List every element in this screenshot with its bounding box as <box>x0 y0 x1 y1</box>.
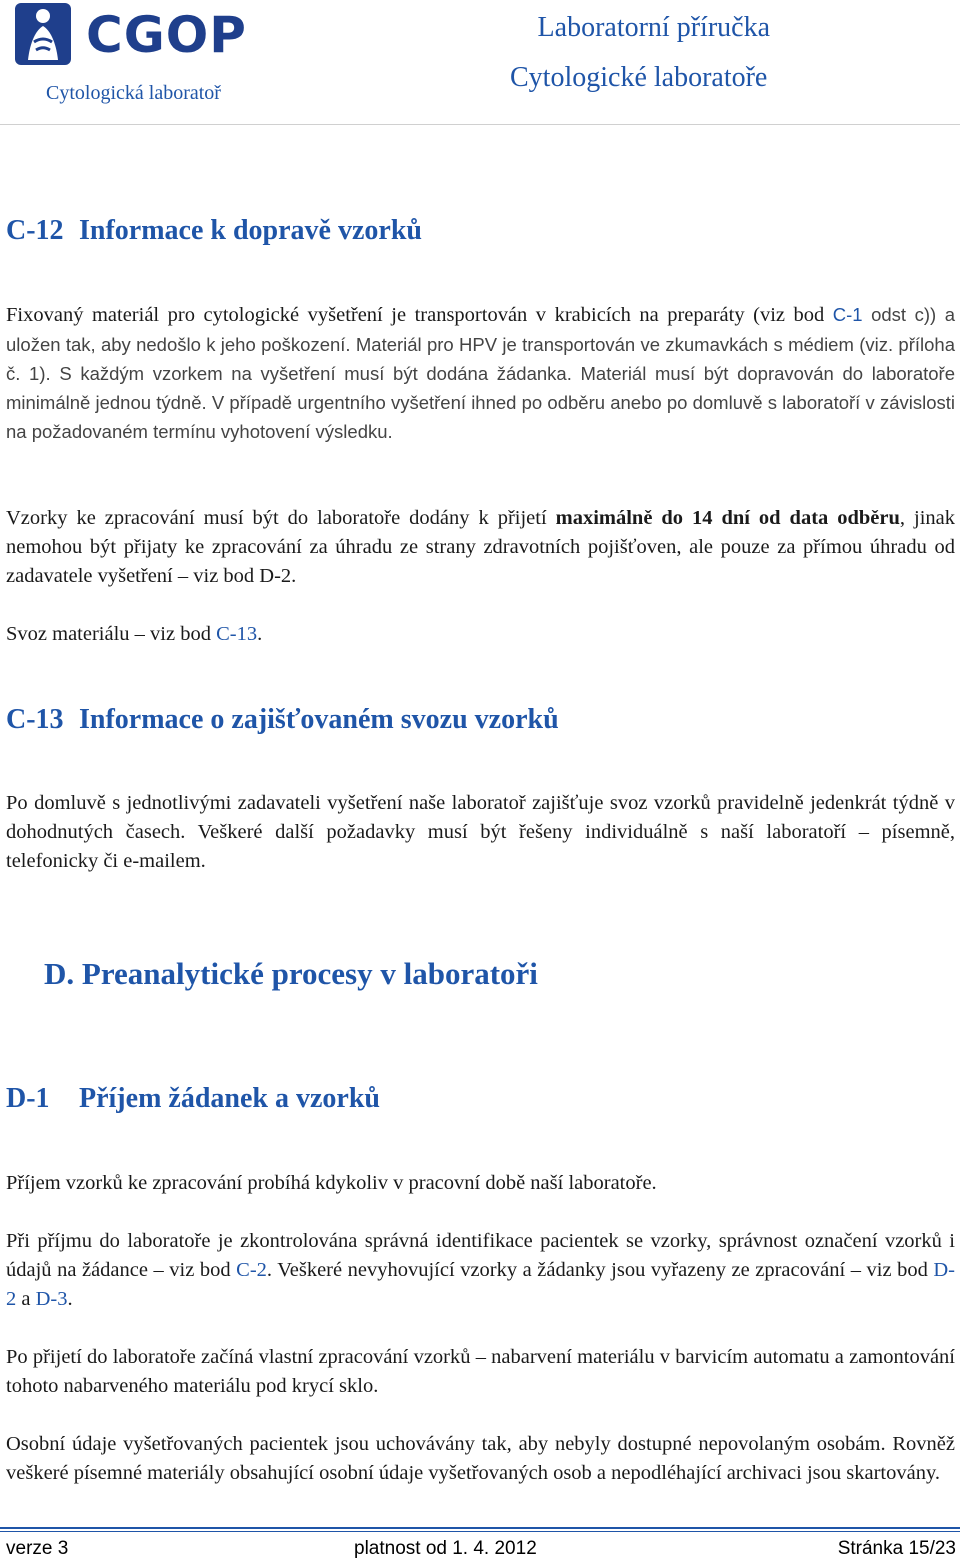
paragraph-text: Fixovaný materiál pro cytologické vyšetření je transportován v krabicích na preparáty (viz bod <box>6 304 833 326</box>
paragraph-text: Při příjmu do laboratoře je zkontrolována správná identifikace pacientek se vzorky, správnost označení vzorků i údajů na žádance – viz bod <box>6 1230 955 1281</box>
paragraph-text: Po domluvě s jednotlivými zadavateli vyšetření naše laboratoř zajišťuje svoz vzorků pravidelně jedenkrát týdně v dohodnutých časech. Veškeré další požadavky musí být řešeny individuálně s naší laboratoří – písemně, telefonicky či e-mailem. <box>6 792 955 872</box>
heading-text: Příjem žádanek a vzorků <box>79 1083 380 1114</box>
footer-validity: platnost od 1. 4. 2012 <box>354 1538 537 1559</box>
paragraph-c12-svoz <box>6 620 955 649</box>
footer-page-number: Stránka 15/23 <box>837 1538 956 1559</box>
link-d2[interactable]: D-2 <box>6 1259 956 1310</box>
logo-text: CGOP <box>86 6 247 64</box>
paragraph-d1-privacy <box>6 1430 955 1488</box>
paragraph-c12-transport <box>6 300 955 446</box>
footer-divider-thin <box>0 1531 960 1532</box>
heading-d: D. Preanalytické procesy v laboratoři <box>44 956 538 991</box>
lab-name: Cytologická laboratoř <box>46 82 221 104</box>
paragraph-text: . <box>257 623 263 645</box>
page-header <box>0 0 960 125</box>
paragraph-text: Příjem vzorků ke zpracování probíhá kdykoliv v pracovní době naší laboratoře. <box>6 1172 657 1194</box>
header-divider <box>0 124 960 125</box>
heading-c12 <box>6 215 422 247</box>
heading-number: C-13 <box>6 704 64 735</box>
paragraph-c12-deadline <box>6 504 955 591</box>
paragraph-d1-processing <box>6 1343 955 1401</box>
link-c2[interactable]: C-2 <box>236 1259 267 1281</box>
paragraph-text: Vzorky ke zpracování musí být do laboratoře dodány k přijetí <box>6 507 556 529</box>
paragraph-text: , jinak nemohou být přijaty ke zpracování za úhradu ze strany zdravotních pojišťoven, ale pouze za přímou úhradu od zadavatele vyšetření – viz bod D-2. <box>6 507 955 587</box>
document-title: Laboratorní příručka <box>537 12 770 43</box>
link-c13[interactable]: C-13 <box>216 623 258 645</box>
cgop-logo <box>14 0 259 70</box>
heading-text: Informace k dopravě vzorků <box>79 215 422 246</box>
paragraph-c13 <box>6 789 955 876</box>
paragraph-text: . Veškeré nevyhovující vzorky a žádanky jsou vyřazeny ze zpracování – viz bod <box>266 1259 934 1281</box>
heading-number: D-1 <box>6 1083 50 1114</box>
paragraph-text: Svoz materiálu – viz bod <box>6 623 217 645</box>
paragraph-text: Osobní údaje vyšetřovaných pacientek jsou uchovávány tak, aby nebyly dostupné nepovolaným osobám. Rovněž veškeré písemné materiály obsahující osobní údaje vyšetřovaných osob a nepodléhající archivaci jsou skartovány. <box>6 1433 955 1484</box>
paragraph-text: a <box>16 1288 36 1310</box>
paragraph-text: Po přijetí do laboratoře začíná vlastní zpracování vzorků – nabarvení materiálu v barvicím automatu a zamontování tohoto nabarveného materiálu pod krycí sklo. <box>6 1346 955 1397</box>
bold-deadline: maximálně do 14 dní od data odběru <box>555 507 900 529</box>
paragraph-d1-check <box>6 1227 955 1314</box>
heading-text: Informace o zajišťovaném svozu vzorků <box>79 704 559 735</box>
footer-divider <box>0 1527 960 1529</box>
document-subtitle: Cytologické laboratoře <box>510 62 768 93</box>
paragraph-d1-receipt <box>6 1169 955 1198</box>
footer-version: verze 3 <box>6 1538 69 1559</box>
link-c1[interactable]: C-1 <box>832 304 863 325</box>
paragraph-text: . <box>67 1288 73 1310</box>
heading-number: C-12 <box>6 215 64 246</box>
logo-emblem-icon <box>14 2 74 68</box>
heading-d1 <box>6 1083 380 1115</box>
link-d3[interactable]: D-3 <box>35 1288 68 1310</box>
paragraph-text: odst c)) a uložen tak, aby nedošlo k jeho poškození. Materiál pro HPV je transportován ve zkumavkách s médiem (viz. příloha č. 1). S každým vzorkem na vyšetření musí být dodána žádanka. Materiál musí být dopravován do laboratoře minimálně jednou týdně. V případě urgentního vyšetření ihned po odběru anebo po domluvě s laboratoří v závislosti na požadovaném termínu vyhotovení výsledku. <box>6 304 955 442</box>
heading-c13 <box>6 704 559 736</box>
